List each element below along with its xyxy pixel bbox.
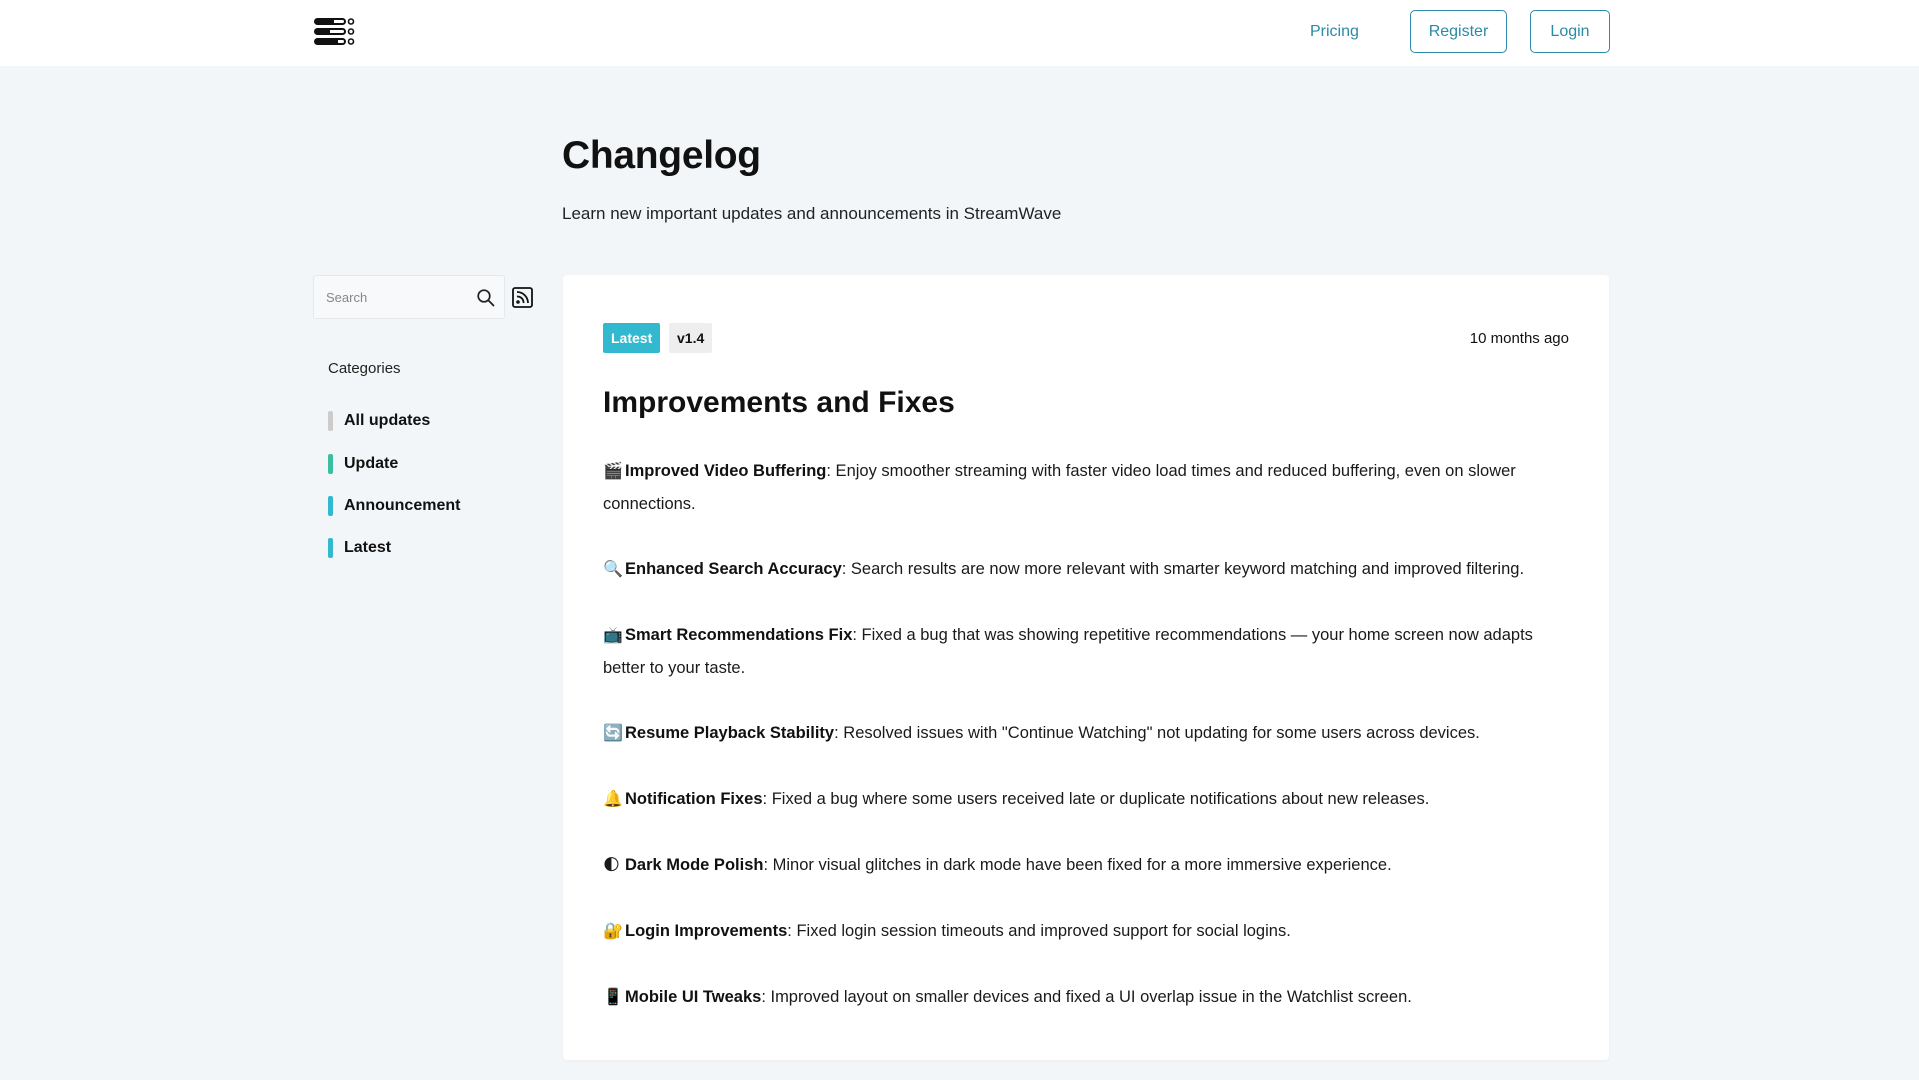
change-title: Login Improvements xyxy=(625,922,788,940)
change-item xyxy=(603,619,1563,684)
mobile-phone-icon: 📱 xyxy=(603,989,623,1006)
category-label: Announcement xyxy=(344,497,461,514)
category-latest[interactable] xyxy=(328,538,391,558)
change-title: Enhanced Search Accuracy xyxy=(625,560,842,578)
category-announcement[interactable] xyxy=(328,496,460,516)
magnifier-icon: 🔍 xyxy=(603,561,623,578)
change-item xyxy=(603,915,1563,948)
category-label: All updates xyxy=(344,412,431,429)
entry-title: Improvements and Fixes xyxy=(603,386,955,419)
bell-icon: 🔔 xyxy=(603,791,623,808)
change-title: Dark Mode Polish xyxy=(625,856,764,874)
change-item xyxy=(603,553,1563,586)
logo-icon[interactable] xyxy=(313,16,355,48)
category-color-bar xyxy=(328,454,333,474)
change-text: : Fixed login session timeouts and improved support for social logins. xyxy=(787,922,1291,940)
change-title: Smart Recommendations Fix xyxy=(625,626,853,644)
category-color-bar xyxy=(328,496,333,516)
category-label: Latest xyxy=(344,539,392,556)
page-subtitle: Learn new important updates and announcements in StreamWave xyxy=(562,204,1062,223)
latest-badge: Latest xyxy=(603,323,660,353)
search-icon[interactable] xyxy=(476,288,496,308)
version-badge: v1.4 xyxy=(669,323,712,353)
category-color-bar xyxy=(328,411,333,431)
change-item xyxy=(603,455,1563,520)
television-icon: 📺 xyxy=(603,627,623,644)
change-title: Mobile UI Tweaks xyxy=(625,988,762,1006)
change-title: Improved Video Buffering xyxy=(625,462,827,480)
clapper-icon: 🎬 xyxy=(603,463,623,480)
category-label: Update xyxy=(344,455,399,472)
change-text: : Minor visual glitches in dark mode have been fixed for a more immersive experience. xyxy=(763,856,1392,874)
change-item xyxy=(603,981,1563,1014)
change-text: : Search results are now more relevant with smarter keyword matching and improved filtering. xyxy=(841,560,1525,578)
page-title: Changelog xyxy=(562,134,761,177)
change-list xyxy=(603,455,1563,1047)
top-navbar xyxy=(0,0,1919,66)
refresh-icon: 🔄 xyxy=(603,725,623,742)
search-input[interactable] xyxy=(314,276,464,318)
change-text: : Enjoy smoother streaming with faster video load times and reduced buffering, even on slower connections. xyxy=(603,462,1516,513)
change-text: : Resolved issues with "Continue Watching" not updating for some users across devices. xyxy=(834,724,1480,742)
login-button[interactable]: Login xyxy=(1530,10,1610,53)
change-item xyxy=(603,783,1563,816)
change-text: : Fixed a bug where some users received late or duplicate notifications about new releases. xyxy=(762,790,1430,808)
search-box xyxy=(313,275,505,319)
change-title: Notification Fixes xyxy=(625,790,763,808)
category-update[interactable] xyxy=(328,454,398,474)
entry-timestamp: 10 months ago xyxy=(1469,330,1569,347)
rss-feed-icon[interactable] xyxy=(512,287,533,308)
half-moon-icon: 🌓 xyxy=(603,857,620,874)
changelog-entry-card xyxy=(563,275,1609,1060)
change-text: : Fixed a bug that was showing repetitive recommendations — your home screen now adapts better to your taste. xyxy=(603,626,1533,677)
category-all-updates[interactable] xyxy=(328,411,430,431)
register-button[interactable]: Register xyxy=(1410,10,1507,53)
nav-link-pricing[interactable]: Pricing xyxy=(1310,23,1359,40)
change-text: : Improved layout on smaller devices and fixed a UI overlap issue in the Watchlist screen. xyxy=(761,988,1412,1006)
category-color-bar xyxy=(328,538,333,558)
change-item xyxy=(603,717,1563,750)
change-item xyxy=(603,849,1563,882)
lock-key-icon: 🔐 xyxy=(603,923,623,940)
categories-heading: Categories xyxy=(328,360,401,377)
change-title: Resume Playback Stability xyxy=(625,724,835,742)
